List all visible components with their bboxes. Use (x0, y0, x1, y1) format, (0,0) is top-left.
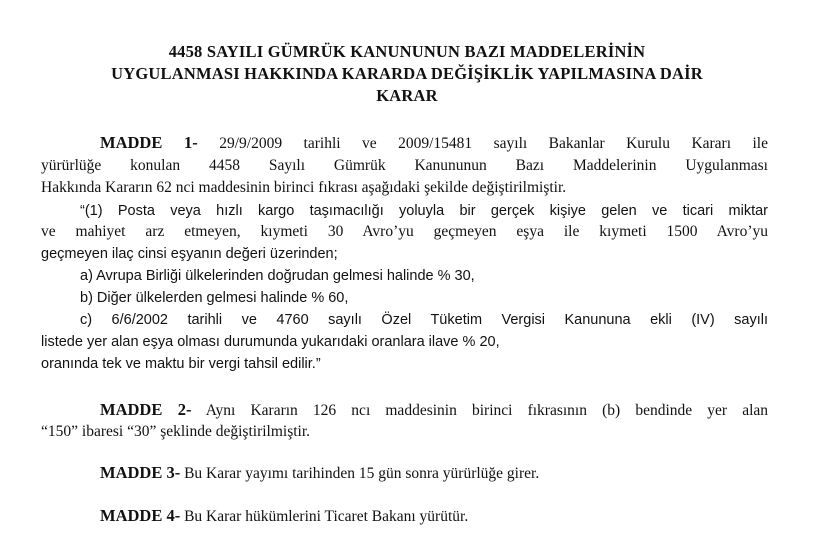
madde-1-line-3: Hakkında Kararın 62 nci maddesinin birinci fıkrası aşağıdaki şekilde değiştirilmiştir. (41, 179, 567, 196)
madde-3-label: MADDE 3- (100, 463, 181, 482)
madde-3-text: Bu Karar yayımı tarihinden 15 gün sonra yürürlüğe girer. (180, 465, 540, 482)
madde-2-line-2: “150” ibaresi “30” şeklinde değiştirilmiştir. (41, 423, 311, 440)
quote-line-3: geçmeyen ilaç cinsi eşyanın değeri üzerinden; (41, 246, 338, 262)
madde-4-label: MADDE 4- (100, 506, 181, 525)
quote-item-c-line-2: listede yer alan eşya olması durumunda yukarıdaki oranlara ilave % 20, (41, 334, 500, 350)
madde-2-line-1-text: Aynı Kararın 126 ncı maddesinin birinci fıkrasının (b) bendinde yer alan (191, 402, 769, 419)
quote-closing: oranında tek ve maktu bir vergi tahsil edilir.” (41, 356, 321, 372)
madde-1-label: MADDE 1- (100, 133, 198, 152)
title-line-1: 4458 SAYILI GÜMRÜK KANUNUNUN BAZI MADDELERİNİN (168, 42, 646, 61)
madde-1-line-2: yürürlüğe konulan 4458 Sayılı Gümrük Kanununun Bazı Maddelerinin Uygulanması (41, 157, 768, 174)
madde-2-label: MADDE 2- (100, 400, 192, 419)
quote-line-2: ve mahiyet arz etmeyen, kıymeti 30 Avro’yu geçmeyen eşya ile kıymeti 1500 Avro’yu (41, 223, 768, 240)
quote-item-c-line-1: c) 6/6/2002 tarihli ve 4760 sayılı Özel Tüketim Vergisi Kanununa ekli (IV) sayılı (80, 312, 768, 328)
quote-item-b: b) Diğer ülkelerden gelmesi halinde % 60, (80, 290, 349, 306)
madde-3-line (100, 463, 768, 484)
quote-line-1: “(1) Posta veya hızlı kargo taşımacılığı yoluyla bir gerçek kişiye gelen ve ticari miktar (80, 203, 768, 219)
madde-1-line-1 (100, 133, 768, 154)
quote-item-a: a) Avrupa Birliği ülkelerinden doğrudan gelmesi halinde % 30, (80, 268, 475, 284)
madde-4-line (100, 506, 768, 527)
title-line-2: UYGULANMASI HAKKINDA KARARDA DEĞİŞİKLİK YAPILMASINA DAİR (111, 64, 703, 83)
title-line-3: KARAR (376, 86, 438, 105)
madde-1-line-1-text: 29/9/2009 tarihli ve 2009/15481 sayılı Bakanlar Kurulu Kararı ile (197, 135, 768, 152)
madde-2-line-1 (100, 400, 768, 421)
madde-4-text: Bu Karar hükümlerini Ticaret Bakanı yürütür. (180, 508, 469, 525)
